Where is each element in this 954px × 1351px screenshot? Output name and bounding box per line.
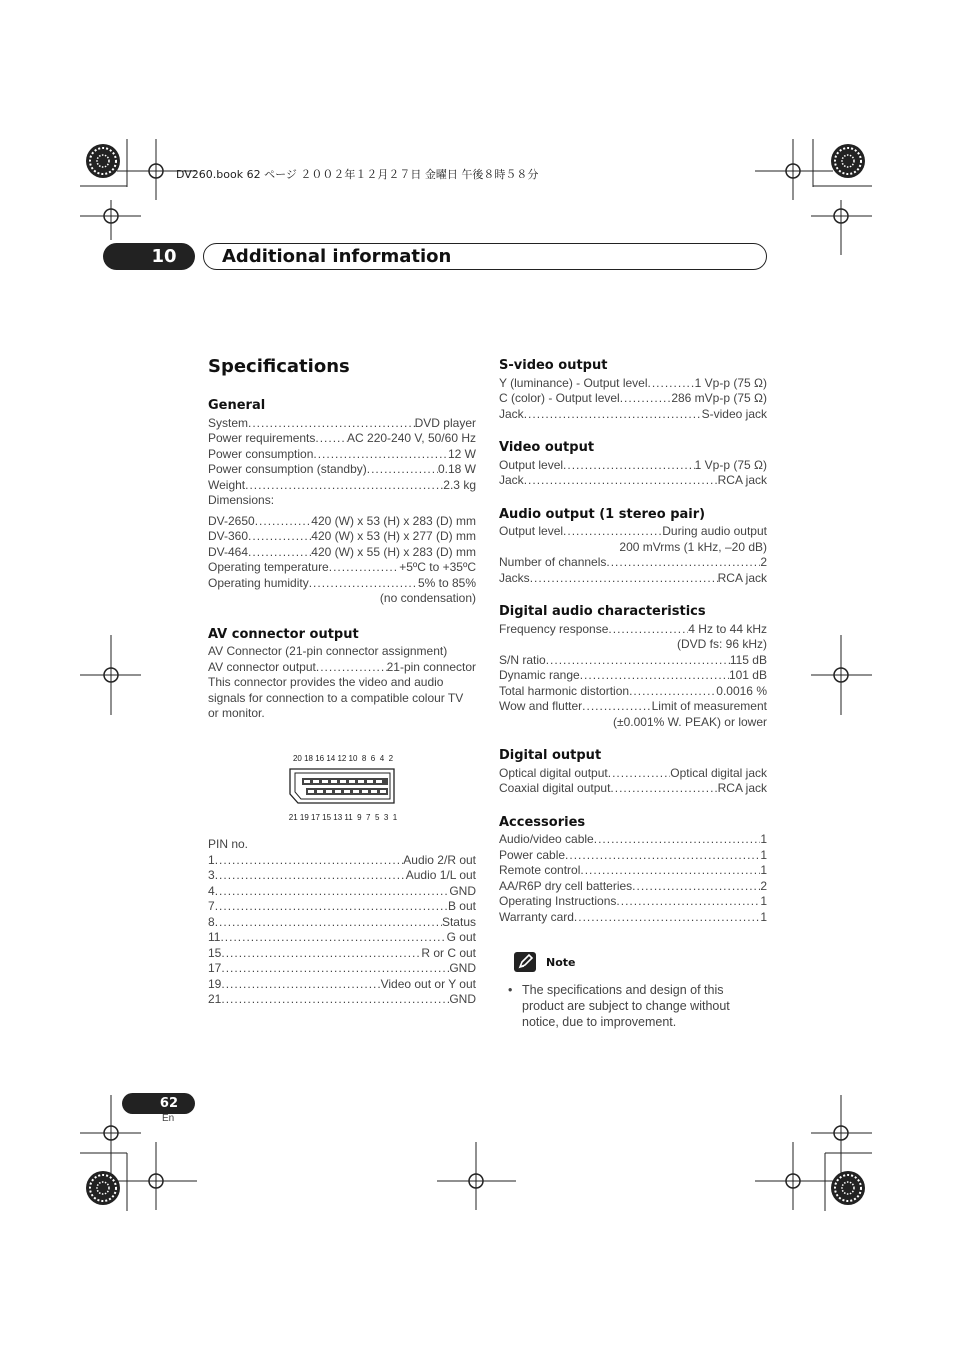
right-column xyxy=(499,358,767,943)
spec-key: S/N ratio xyxy=(499,652,546,667)
spec-value: 2 xyxy=(760,555,767,569)
spec-key: 8 xyxy=(208,914,215,929)
spec-key: System xyxy=(208,415,249,430)
spec-row xyxy=(208,416,476,432)
spec-row xyxy=(208,930,476,946)
spec-value: R or C out xyxy=(421,945,476,960)
spec-value: 101 dB xyxy=(728,668,767,682)
spec-key: Operating temperature xyxy=(208,560,329,574)
spec-row xyxy=(208,915,476,931)
spec-key: Power cable xyxy=(499,847,566,862)
spec-key: 21 xyxy=(208,992,222,1006)
spec-key: Output level xyxy=(499,457,564,472)
spec-row xyxy=(208,884,476,900)
spec-value: AC 220-240 V, 50/60 Hz xyxy=(347,431,476,445)
spec-row xyxy=(208,545,476,561)
pin-section xyxy=(208,837,476,1008)
spec-row xyxy=(499,684,767,700)
spec-key: Power consumption xyxy=(208,446,314,461)
scart-connector-diagram xyxy=(288,754,398,824)
spec-key: DV-360 xyxy=(208,529,249,543)
spec-value: 420 (W) x 55 (H) x 283 (D) mm xyxy=(311,544,476,559)
spec-row xyxy=(208,514,476,530)
spec-key: AA/R6P dry cell batteries xyxy=(499,878,633,893)
spec-key: Remote control xyxy=(499,863,581,877)
spec-row xyxy=(499,391,767,407)
spec-key: AV connector output xyxy=(208,659,316,674)
spec-row xyxy=(208,899,476,915)
spec-row xyxy=(208,576,476,592)
chapter-title: Additional information xyxy=(203,243,767,270)
spec-key: DV-2650 xyxy=(208,513,255,528)
spec-row xyxy=(499,832,767,848)
continuation: (DVD fs: 96 kHz) xyxy=(676,637,767,651)
spec-key: Power consumption (standby) xyxy=(208,462,367,476)
spec-row xyxy=(208,447,476,463)
spec-value: 0.0016 % xyxy=(716,683,767,698)
spec-row xyxy=(499,910,767,926)
spec-row xyxy=(208,946,476,962)
spec-row xyxy=(208,868,476,884)
spec-value: GND xyxy=(449,961,476,975)
spec-key: 19 xyxy=(208,976,222,991)
spec-value: S-video jack xyxy=(701,406,767,421)
spec-value: Status xyxy=(441,914,476,929)
video-section xyxy=(499,440,767,489)
spec-row xyxy=(499,458,767,474)
general-section xyxy=(208,398,476,607)
scart-top-pins: 20 18 16 14 12 10 8 6 4 2 xyxy=(292,754,394,763)
spec-value: +5ºC to +35ºC xyxy=(399,560,476,574)
spec-value: 286 mVp-p (75 Ω) xyxy=(671,391,767,405)
spec-key: Warranty card xyxy=(499,909,574,924)
spec-key: DV-464 xyxy=(208,544,249,559)
spec-row xyxy=(208,992,476,1008)
spec-key: Y (luminance) - Output level xyxy=(499,375,648,390)
continuation: 200 mVrms (1 kHz, –20 dB) xyxy=(619,539,767,554)
spec-value: G out xyxy=(446,930,476,944)
spec-row xyxy=(499,894,767,910)
spec-value: GND xyxy=(449,883,476,898)
spec-value: 2 xyxy=(760,878,767,893)
continuation: (±0.001% W. PEAK) or lower xyxy=(613,714,767,729)
spec-value: 1 xyxy=(760,847,767,862)
spec-key: 4 xyxy=(208,883,215,898)
scart-plug-icon xyxy=(288,766,398,806)
note-body xyxy=(508,982,768,1030)
spec-value: 21-pin connector xyxy=(386,659,476,674)
book-header-line: DV260.book 62 ページ ２００２年１２月２７日 金曜日 午後８時５８分 xyxy=(176,168,539,181)
digital-output-section xyxy=(499,748,767,797)
spec-key: C (color) - Output level xyxy=(499,391,620,405)
spec-row xyxy=(499,781,767,797)
spec-key: Optical digital output xyxy=(499,765,608,780)
spec-row xyxy=(208,431,476,447)
spec-row xyxy=(499,863,767,879)
spec-value: 420 (W) x 53 (H) x 283 (D) mm xyxy=(311,513,476,528)
spec-row xyxy=(208,977,476,993)
section-heading: AV connector output xyxy=(208,626,359,642)
spec-value: 1 xyxy=(760,863,767,877)
spec-key: Jacks xyxy=(499,570,530,585)
bullet: • xyxy=(508,983,513,997)
spec-value: Audio 1/L out xyxy=(405,868,476,882)
spec-row xyxy=(208,660,476,676)
spec-value: 12 W xyxy=(447,446,476,461)
scart-bottom-pins: 21 19 17 15 13 11 9 7 5 3 1 xyxy=(288,813,398,822)
spec-key: 15 xyxy=(208,945,222,960)
spec-row xyxy=(499,622,767,638)
spec-value: RCA jack xyxy=(717,570,767,585)
spec-key: Weight xyxy=(208,477,246,492)
note-text: The specifications and design of this product are subject to change without notice, due to improvement. xyxy=(522,983,730,1029)
pin-label: PIN no. xyxy=(208,837,249,851)
spec-row xyxy=(208,560,476,576)
section-heading: S-video output xyxy=(499,358,608,373)
spec-row xyxy=(208,478,476,494)
spec-row xyxy=(499,473,767,489)
spec-value: RCA jack xyxy=(717,473,767,487)
spec-value: 1 xyxy=(760,894,767,908)
av-section xyxy=(208,627,476,722)
spec-value: 420 (W) x 53 (H) x 277 (D) mm xyxy=(311,529,476,543)
spec-key: Power requirements xyxy=(208,431,316,445)
spec-value: Audio 2/R out xyxy=(403,852,476,867)
spec-key: Frequency response xyxy=(499,621,609,636)
spec-key: Dynamic range xyxy=(499,668,580,682)
spec-key: Jack xyxy=(499,473,524,487)
spec-value: RCA jack xyxy=(717,781,767,795)
spec-key: Number of channels xyxy=(499,555,607,569)
spec-row xyxy=(499,653,767,669)
spec-value: 0.18 W xyxy=(437,462,476,476)
spec-value: B out xyxy=(447,899,476,913)
page-title: Specifications xyxy=(208,356,350,377)
left-column xyxy=(208,398,476,740)
spec-key: Wow and flutter xyxy=(499,699,583,713)
spec-key: Coaxial digital output xyxy=(499,781,611,795)
spec-key: Audio/video cable xyxy=(499,832,594,846)
spec-row xyxy=(208,961,476,977)
spec-key: Output level xyxy=(499,524,564,538)
language-code: En xyxy=(162,1113,175,1124)
spec-key: Jack xyxy=(499,406,524,421)
spec-value: 115 dB xyxy=(729,652,767,667)
accessories-section xyxy=(499,815,767,926)
section-heading: Video output xyxy=(499,440,595,455)
spec-value: During audio output xyxy=(662,524,767,538)
dimensions-label: Dimensions: xyxy=(208,493,275,507)
spec-row xyxy=(208,529,476,545)
spec-row xyxy=(499,571,767,587)
spec-key: 11 xyxy=(208,930,221,944)
spec-value: GND xyxy=(449,992,476,1006)
section-heading: Accessories xyxy=(499,814,586,830)
svideo-section xyxy=(499,358,767,422)
spec-row xyxy=(499,766,767,782)
spec-row xyxy=(499,848,767,864)
section-heading: Digital output xyxy=(499,748,602,763)
spec-value: 2.3 kg xyxy=(443,477,476,492)
digital-characteristics-section xyxy=(499,604,767,730)
spec-row xyxy=(499,407,767,423)
section-heading: Audio output (1 stereo pair) xyxy=(499,506,706,522)
note-title: Note xyxy=(546,956,576,969)
spec-value: Video out or Y out xyxy=(380,976,476,991)
spec-value: Optical digital jack xyxy=(670,765,767,780)
section-heading: General xyxy=(208,398,266,413)
chapter-number: 10 xyxy=(103,243,195,270)
spec-row xyxy=(208,853,476,869)
spec-row xyxy=(499,668,767,684)
spec-row xyxy=(208,462,476,478)
spec-row xyxy=(499,524,767,540)
spec-key: 17 xyxy=(208,961,222,975)
page-number: 62 xyxy=(122,1093,195,1114)
note-pencil-icon xyxy=(514,952,536,972)
spec-value: 5% to 85% xyxy=(417,575,476,590)
spec-key: Operating humidity xyxy=(208,575,309,590)
section-heading: Digital audio characteristics xyxy=(499,604,706,619)
spec-row xyxy=(499,879,767,895)
spec-row xyxy=(499,376,767,392)
spec-key: 3 xyxy=(208,868,215,882)
spec-key: Operating Instructions xyxy=(499,894,617,908)
spec-value: 4 Hz to 44 kHz xyxy=(688,621,767,636)
spec-value: 1 xyxy=(760,909,767,924)
spec-key: 7 xyxy=(208,899,215,913)
audio-section xyxy=(499,507,767,587)
av-line: AV Connector (21-pin connector assignment) xyxy=(208,644,448,658)
spec-key: 1 xyxy=(208,852,215,867)
spec-value: 1 Vp-p (75 Ω) xyxy=(694,457,767,472)
spec-key: Total harmonic distortion xyxy=(499,683,630,698)
humidity-note: (no condensation) xyxy=(379,591,476,605)
spec-row xyxy=(499,699,767,715)
spec-row xyxy=(499,555,767,571)
spec-value: DVD player xyxy=(414,415,476,430)
spec-value: 1 Vp-p (75 Ω) xyxy=(694,375,767,390)
spec-value: 1 xyxy=(760,832,767,846)
spec-value: Limit of measurement xyxy=(651,699,767,713)
av-description: This connector provides the video and audio signals for connection to a compatible colour TV or monitor. xyxy=(208,675,464,720)
